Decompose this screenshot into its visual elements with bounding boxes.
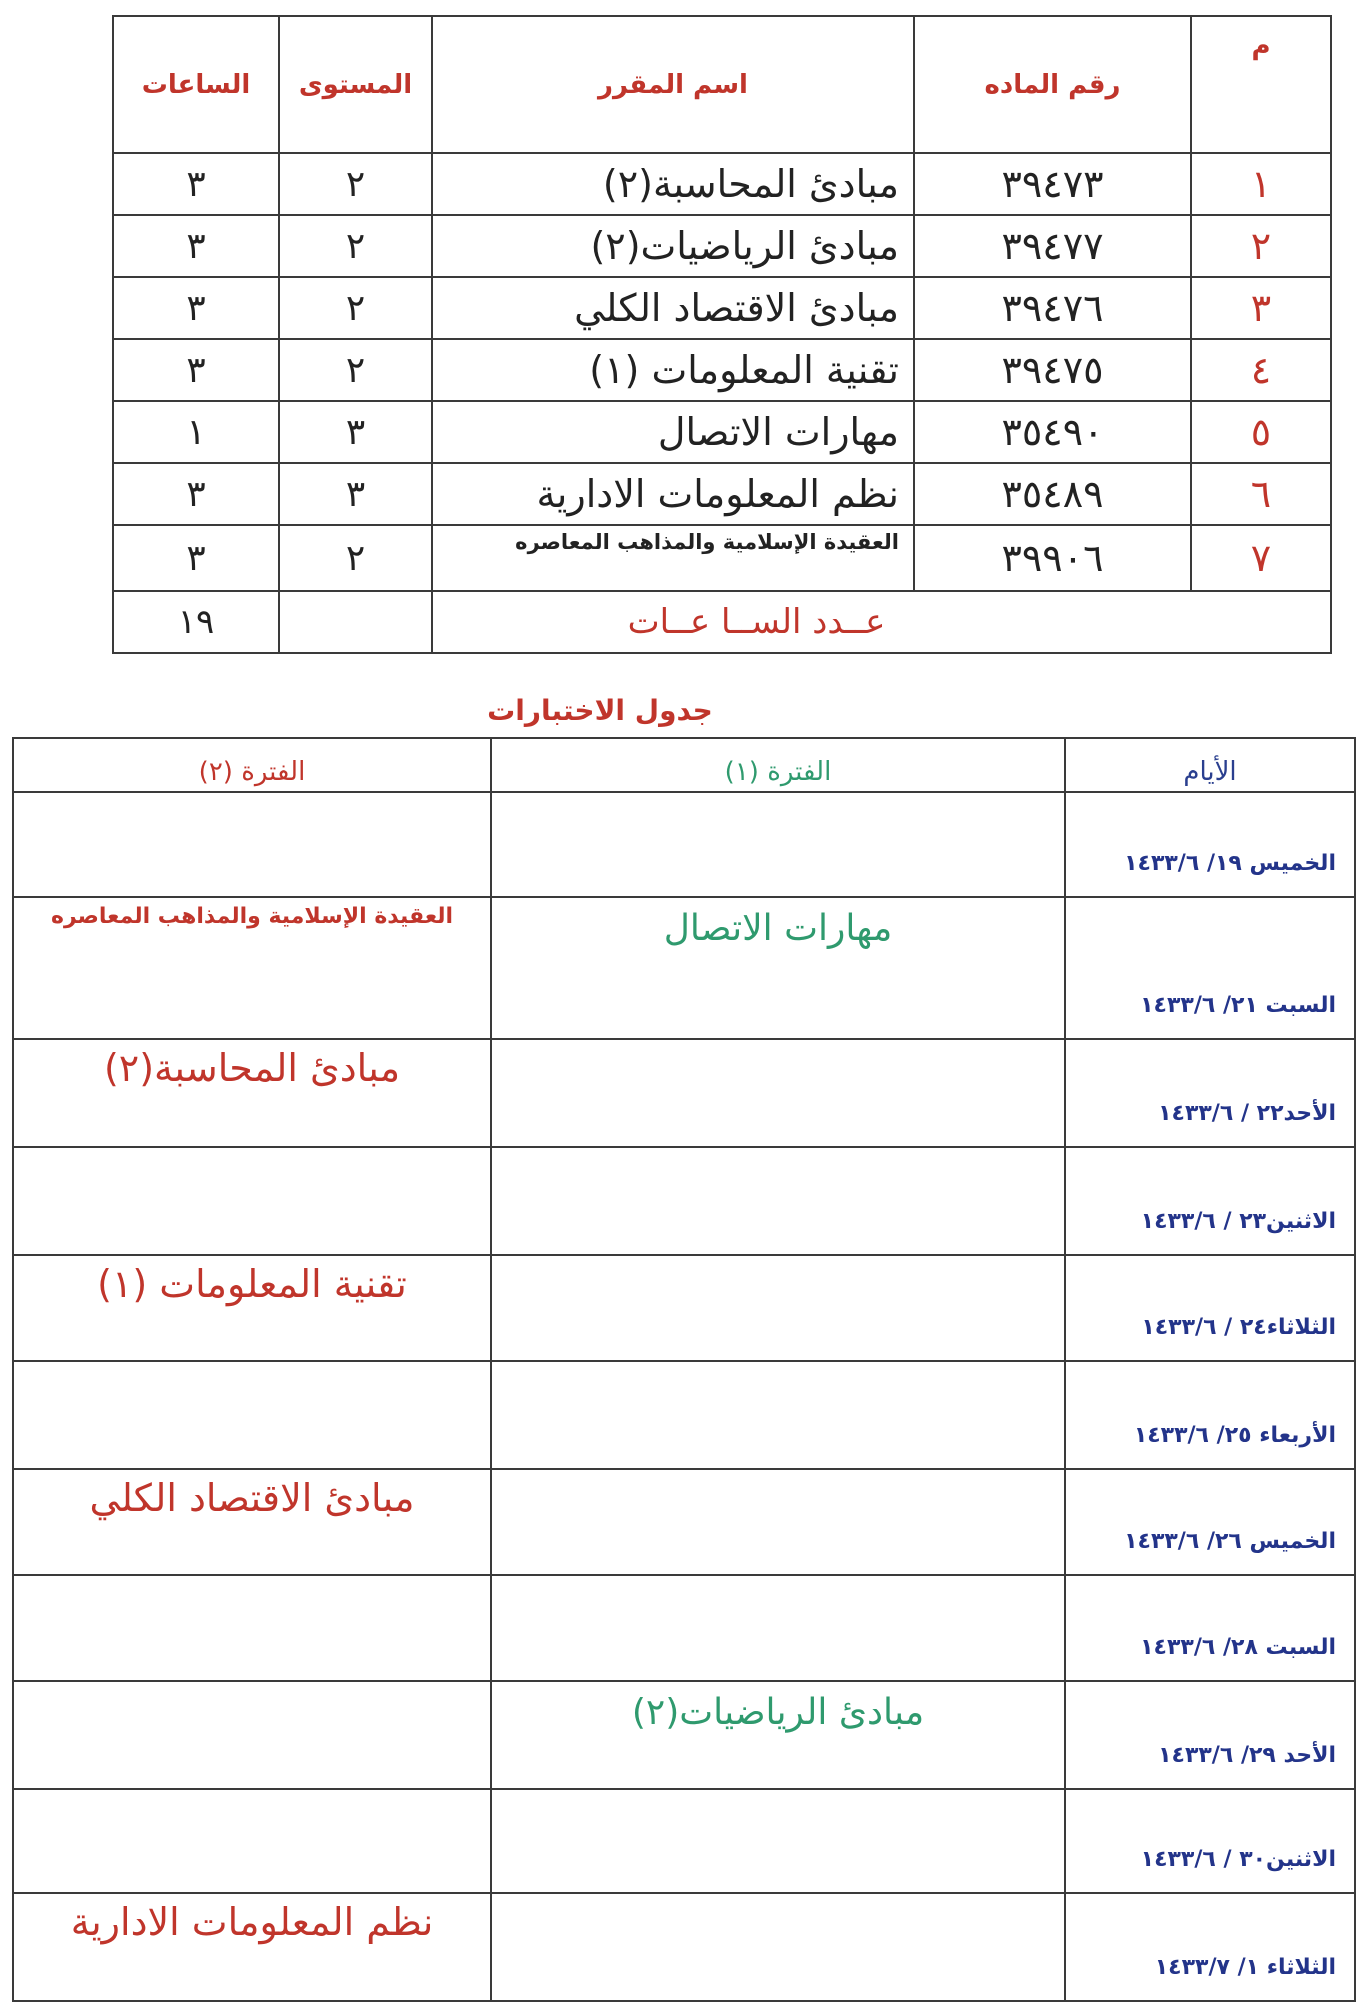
exam-row: [13, 1361, 1355, 1469]
exams-table: [12, 737, 1356, 2002]
exam-period-2: [13, 1575, 491, 1681]
exam-day: الاثنين٢٣ / ١٤٣٣/٦: [1065, 1147, 1355, 1255]
course-name: العقيدة الإسلامية والمذاهب المعاصره: [432, 525, 914, 591]
course-hours: ٣: [113, 153, 279, 215]
header-hours: الساعات: [113, 16, 279, 153]
exam-period-2: [13, 1147, 491, 1255]
course-level: ٢: [279, 215, 432, 277]
course-index: ٥: [1191, 401, 1331, 463]
exam-period-1: [491, 1361, 1065, 1469]
exam-row: [13, 1039, 1355, 1147]
course-name: مبادئ الرياضيات(٢): [432, 215, 914, 277]
exam-period-1: [491, 1147, 1065, 1255]
header-code: رقم الماده: [914, 16, 1191, 153]
header-period-1: الفترة (١): [491, 738, 1065, 792]
exam-row: [13, 792, 1355, 897]
exam-day: الأربعاء ٢٥/ ١٤٣٣/٦: [1065, 1361, 1355, 1469]
exam-day: السبت ٢١/ ١٤٣٣/٦: [1065, 897, 1355, 1039]
exam-row: [13, 1575, 1355, 1681]
header-period-2: الفترة (٢): [13, 738, 491, 792]
exams-header-row: [13, 738, 1355, 792]
exam-row: [13, 1255, 1355, 1361]
course-index: ٤: [1191, 339, 1331, 401]
course-code: ٣٩٤٧٣: [914, 153, 1191, 215]
exam-period-1: [491, 1789, 1065, 1893]
course-index: ٦: [1191, 463, 1331, 525]
course-row: [113, 401, 1331, 463]
total-hours-label: عــدد الســا عــات: [432, 591, 1331, 653]
course-name: مبادئ الاقتصاد الكلي: [432, 277, 914, 339]
exam-period-1: [491, 792, 1065, 897]
course-row: [113, 153, 1331, 215]
exam-day: الخميس ٢٦/ ١٤٣٣/٦: [1065, 1469, 1355, 1575]
exam-row: [13, 1147, 1355, 1255]
exam-day: الأحد٢٢ / ١٤٣٣/٦: [1065, 1039, 1355, 1147]
exam-day: الخميس ١٩/ ١٤٣٣/٦: [1065, 792, 1355, 897]
course-name: نظم المعلومات الادارية: [432, 463, 914, 525]
exam-row: [13, 1469, 1355, 1575]
exam-day: السبت ٢٨/ ١٤٣٣/٦: [1065, 1575, 1355, 1681]
total-hours-row: [113, 591, 1331, 653]
exam-period-2: [13, 1681, 491, 1789]
course-hours: ٣: [113, 463, 279, 525]
course-code: ٣٥٤٩٠: [914, 401, 1191, 463]
course-row: [113, 339, 1331, 401]
course-index: ٧: [1191, 525, 1331, 591]
exam-day: الأحد ٢٩/ ١٤٣٣/٦: [1065, 1681, 1355, 1789]
exam-period-2: نظم المعلومات الادارية: [13, 1893, 491, 2001]
courses-table: [112, 15, 1332, 654]
exam-period-2: [13, 1789, 491, 1893]
exam-day: الثلاثاء ١/ ١٤٣٣/٧: [1065, 1893, 1355, 2001]
course-name: مبادئ المحاسبة(٢): [432, 153, 914, 215]
course-code: ٣٩٤٧٦: [914, 277, 1191, 339]
course-hours: ٣: [113, 215, 279, 277]
course-name: تقنية المعلومات (١): [432, 339, 914, 401]
course-row: [113, 463, 1331, 525]
course-code: ٣٩٤٧٥: [914, 339, 1191, 401]
exam-period-1: [491, 1575, 1065, 1681]
course-hours: ١: [113, 401, 279, 463]
course-row: [113, 215, 1331, 277]
course-level: ٣: [279, 463, 432, 525]
course-index: ٢: [1191, 215, 1331, 277]
exam-row: [13, 897, 1355, 1039]
course-level: ٣: [279, 401, 432, 463]
exam-period-1: [491, 1255, 1065, 1361]
header-days: الأيام: [1065, 738, 1355, 792]
exam-period-2: مبادئ المحاسبة(٢): [13, 1039, 491, 1147]
course-code: ٣٥٤٨٩: [914, 463, 1191, 525]
total-level-empty: [279, 591, 432, 653]
course-row: [113, 277, 1331, 339]
course-level: ٢: [279, 153, 432, 215]
exam-row: [13, 1681, 1355, 1789]
exam-period-2: تقنية المعلومات (١): [13, 1255, 491, 1361]
exam-period-2: [13, 1361, 491, 1469]
course-code: ٣٩٤٧٧: [914, 215, 1191, 277]
exam-period-1: مبادئ الرياضيات(٢): [491, 1681, 1065, 1789]
exam-period-1: [491, 1469, 1065, 1575]
course-hours: ٣: [113, 277, 279, 339]
exam-period-1: مهارات الاتصال: [491, 897, 1065, 1039]
exam-row: [13, 1893, 1355, 2001]
total-hours-value: ١٩: [113, 591, 279, 653]
course-index: ١: [1191, 153, 1331, 215]
header-level: المستوى: [279, 16, 432, 153]
courses-header-row: [113, 16, 1331, 153]
exam-period-2: مبادئ الاقتصاد الكلي: [13, 1469, 491, 1575]
exam-period-2: [13, 792, 491, 897]
header-name: اسم المقرر: [432, 16, 914, 153]
course-row: [113, 525, 1331, 591]
header-index: م: [1191, 16, 1331, 153]
exam-period-1: [491, 1039, 1065, 1147]
exam-day: الاثنين٣٠ / ١٤٣٣/٦: [1065, 1789, 1355, 1893]
course-level: ٢: [279, 277, 432, 339]
course-level: ٢: [279, 339, 432, 401]
exams-title: جدول الاختبارات: [487, 694, 713, 727]
course-hours: ٣: [113, 525, 279, 591]
course-code: ٣٩٩٠٦: [914, 525, 1191, 591]
course-name: مهارات الاتصال: [432, 401, 914, 463]
exam-row: [13, 1789, 1355, 1893]
exam-period-1: [491, 1893, 1065, 2001]
course-hours: ٣: [113, 339, 279, 401]
course-index: ٣: [1191, 277, 1331, 339]
exam-period-2: العقيدة الإسلامية والمذاهب المعاصره: [13, 897, 491, 1039]
exam-day: الثلاثاء٢٤ / ١٤٣٣/٦: [1065, 1255, 1355, 1361]
course-level: ٢: [279, 525, 432, 591]
